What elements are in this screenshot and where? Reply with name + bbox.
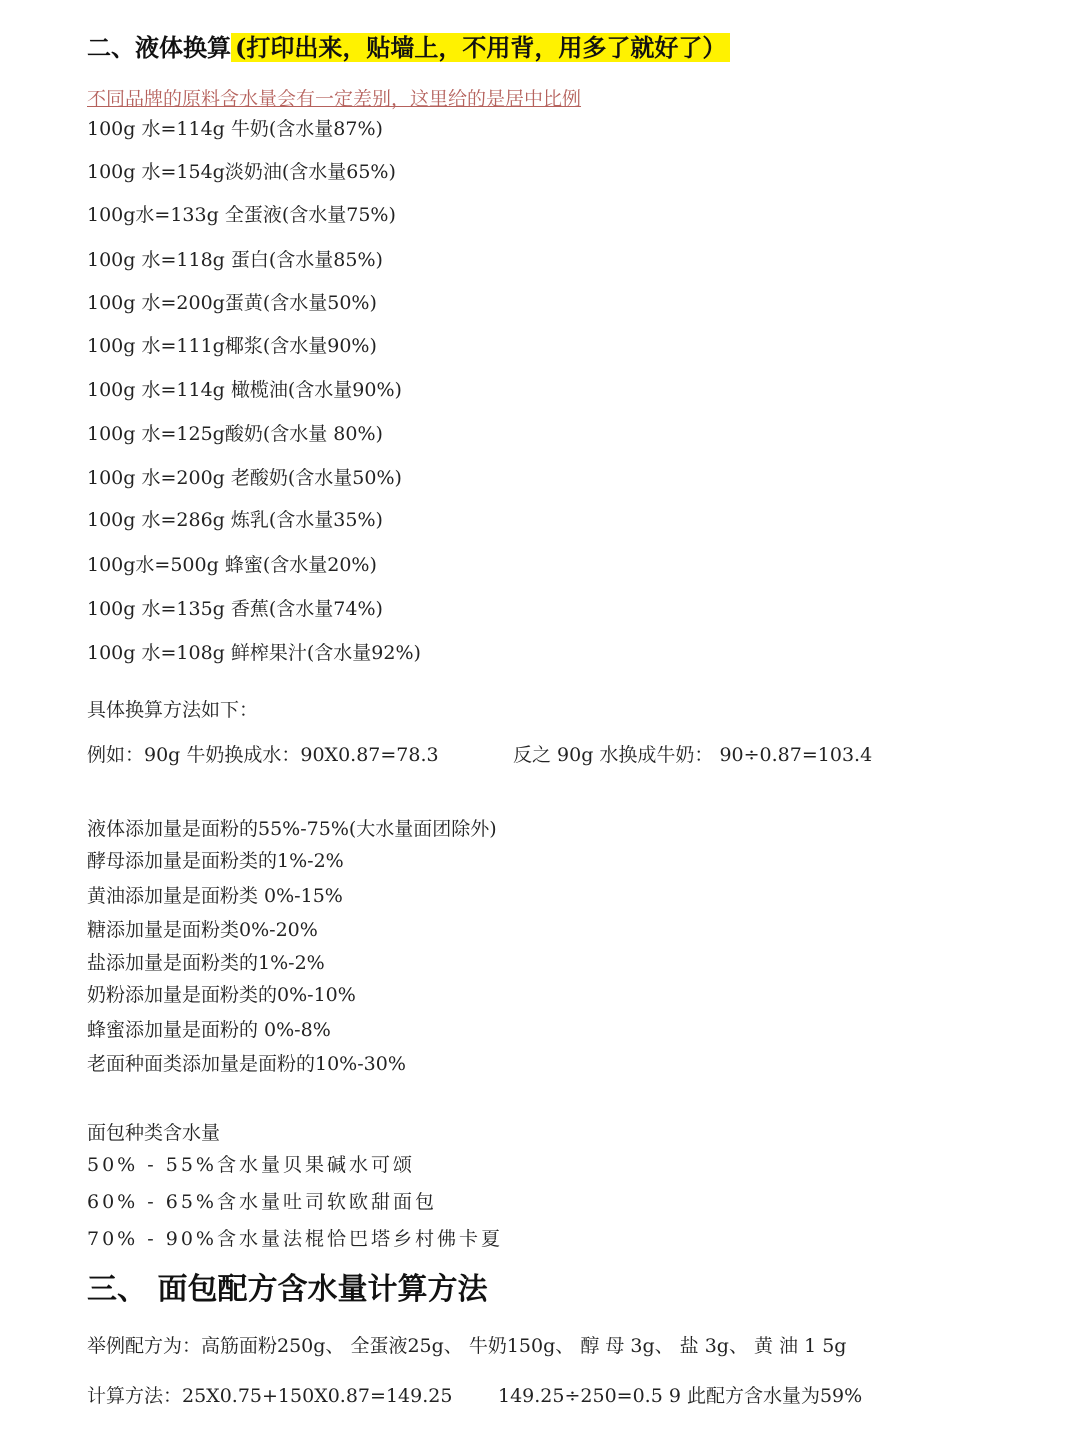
addition-item: 液体添加量是面粉的55%-75%(大水量面团除外) xyxy=(87,818,497,840)
bread-type-item: 70% - 90%含水量法棍恰巴塔乡村佛卡夏 xyxy=(87,1228,503,1250)
example-left: 例如：90g 牛奶换成水：90X0.87=78.3 xyxy=(87,744,439,766)
conversion-item: 100g 水=200g蛋黄(含水量50%) xyxy=(87,292,377,314)
conversion-item: 100g 水=154g淡奶油(含水量65%) xyxy=(87,161,396,183)
addition-item: 奶粉添加量是面粉类的0%-10% xyxy=(87,984,356,1006)
bread-type-item: 60% - 65%含水量吐司软欧甜面包 xyxy=(87,1191,437,1213)
brand-note: 不同品牌的原料含水量会有一定差别，这里给的是居中比例 xyxy=(87,88,582,110)
conversion-item: 100g 水=200g 老酸奶(含水量50%) xyxy=(87,467,402,489)
conversion-item: 100g水=500g 蜂蜜(含水量20%) xyxy=(87,554,377,576)
conversion-item: 100g 水=111g椰浆(含水量90%) xyxy=(87,335,377,357)
conversion-item: 100g 水=108g 鲜榨果汁(含水量92%) xyxy=(87,642,421,664)
conversion-item: 100g 水=135g 香蕉(含水量74%) xyxy=(87,598,383,620)
section3-title: 三、 面包配方含水量计算方法 xyxy=(87,1272,488,1307)
bread-type-item: 50% - 55%含水量贝果碱水可颂 xyxy=(87,1154,415,1176)
addition-item: 糖添加量是面粉类0%-20% xyxy=(87,919,318,941)
example-right: 反之 90g 水换成牛奶： 90÷0.87=103.4 xyxy=(513,744,873,766)
addition-item: 蜂蜜添加量是面粉的 0%-8% xyxy=(87,1019,331,1041)
addition-item: 盐添加量是面粉类的1%-2% xyxy=(87,952,325,974)
conversion-item: 100g水=133g 全蛋液(含水量75%) xyxy=(87,204,396,226)
addition-item: 老面种面类添加量是面粉的10%-30% xyxy=(87,1053,406,1075)
conversion-item: 100g 水=118g 蛋白(含水量85%) xyxy=(87,249,383,271)
addition-item: 酵母添加量是面粉类的1%-2% xyxy=(87,850,344,872)
bread-types-title: 面包种类含水量 xyxy=(87,1122,221,1144)
conversion-item: 100g 水=114g 橄榄油(含水量90%) xyxy=(87,379,402,401)
method-title: 具体换算方法如下： xyxy=(87,699,259,721)
conversion-item: 100g 水=286g 炼乳(含水量35%) xyxy=(87,509,383,531)
section2-heading xyxy=(87,30,730,66)
recipe-example: 举例配方为：高筋面粉250g、 全蛋液25g、 牛奶150g、 醇 母 3g、 盐 3g、 黄 油 1 5g xyxy=(87,1335,847,1357)
addition-item: 黄油添加量是面粉类 0%-15% xyxy=(87,885,343,907)
calc-right: 149.25÷250=0.5 9 此配方含水量为59% xyxy=(498,1385,863,1407)
calc-left: 计算方法：25X0.75+150X0.87=149.25 xyxy=(87,1385,453,1407)
conversion-item: 100g 水=114g 牛奶(含水量87%) xyxy=(87,118,383,140)
section2-highlight: (打印出来，贴墙上，不用背，用多了就好了） xyxy=(231,33,730,62)
section2-title: 二、液体换算 xyxy=(87,33,231,62)
conversion-item: 100g 水=125g酸奶(含水量 80%) xyxy=(87,423,383,445)
